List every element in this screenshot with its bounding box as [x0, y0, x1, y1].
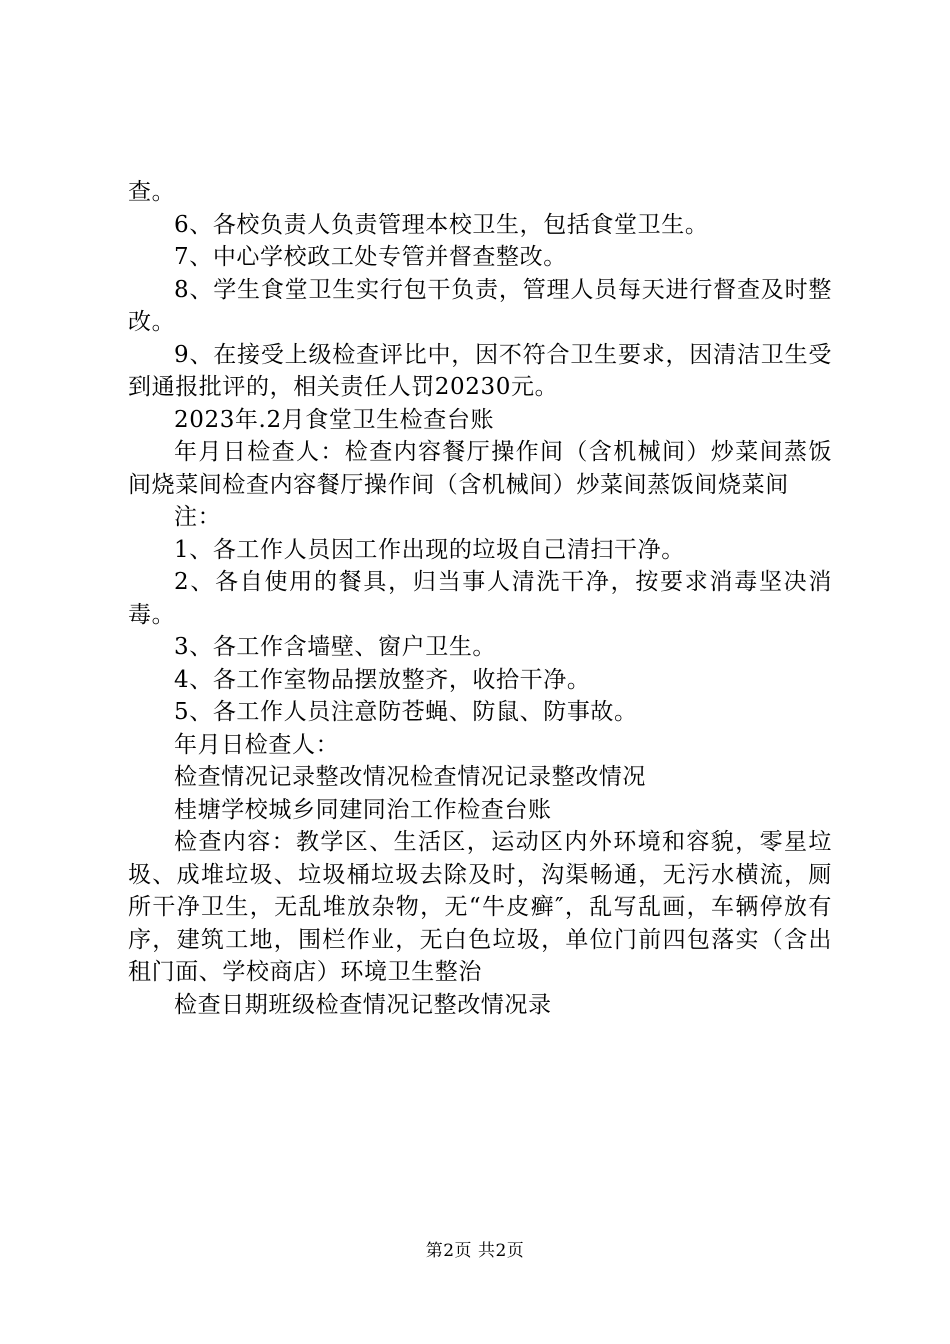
paragraph-school-record-columns: 检查日期班级检查情况记整改情况录: [174, 991, 552, 1018]
paragraph-item-7: 7、中心学校政工处专管并督查整改。: [174, 244, 567, 270]
paragraph-note-1: 1、各工作人员因工作出现的垃圾自己清扫干净。: [174, 536, 685, 563]
paragraph-note-label: 注：: [174, 504, 222, 530]
paragraph-item-6: 6、各校负责人负责管理本校卫生，包括食堂卫生。: [174, 211, 709, 238]
paragraph-note-2: 2、各自使用的餐具，归当事人清洗干净，按要求消毒坚决消毒。: [128, 569, 832, 628]
section-heading-school-ledger: 桂塘学校城乡同建同治工作检查台账: [174, 796, 552, 823]
page-footer: 第2页 共2页: [425, 1241, 525, 1261]
section-heading-canteen-ledger: 2023年.2月食堂卫生检查台账: [174, 406, 495, 433]
paragraph-item-9: 9、在接受上级检查评比中，因不符合卫生要求，因清洁卫生受到通报批评的，相关责任人罚20230元。: [128, 341, 832, 400]
paragraph-note-3: 3、各工作含墙壁、窗户卫生。: [174, 634, 497, 660]
paragraph-continuation: 查。: [128, 179, 176, 205]
document-body: [128, 176, 832, 1021]
paragraph-record-columns: 检查情况记录整改情况检查情况记录整改情况: [174, 764, 646, 790]
paragraph-inspection-content: 年月日检查人：检查内容餐厅操作间（含机械间）炒菜间蒸饭间烧菜间检查内容餐厅操作间（含机械间）炒菜间蒸饭间烧菜间: [128, 439, 832, 498]
paragraph-note-4: 4、各工作室物品摆放整齐，收拾干净。: [174, 666, 591, 693]
paragraph-note-5: 5、各工作人员注意防苍蝇、防鼠、防事故。: [174, 699, 638, 725]
paragraph-item-8: 8、学生食堂卫生实行包干负责，管理人员每天进行督查及时整改。: [128, 276, 832, 335]
paragraph-school-inspection-content: 检查内容：教学区、生活区，运动区内外环境和容貌，零星垃圾、成堆垃圾、垃圾桶垃圾去除及时，沟渠畅通，无污水横流，厕所干净卫生，无乱堆放杂物，无“牛皮癣″，乱写乱画，车辆停放有序，建筑工地，围栏作业，无白色垃圾，单位门前四包落实（含出租门面、学校商店）环境卫生整治: [128, 829, 832, 985]
paragraph-inspector-date: 年月日检查人：: [174, 731, 340, 758]
